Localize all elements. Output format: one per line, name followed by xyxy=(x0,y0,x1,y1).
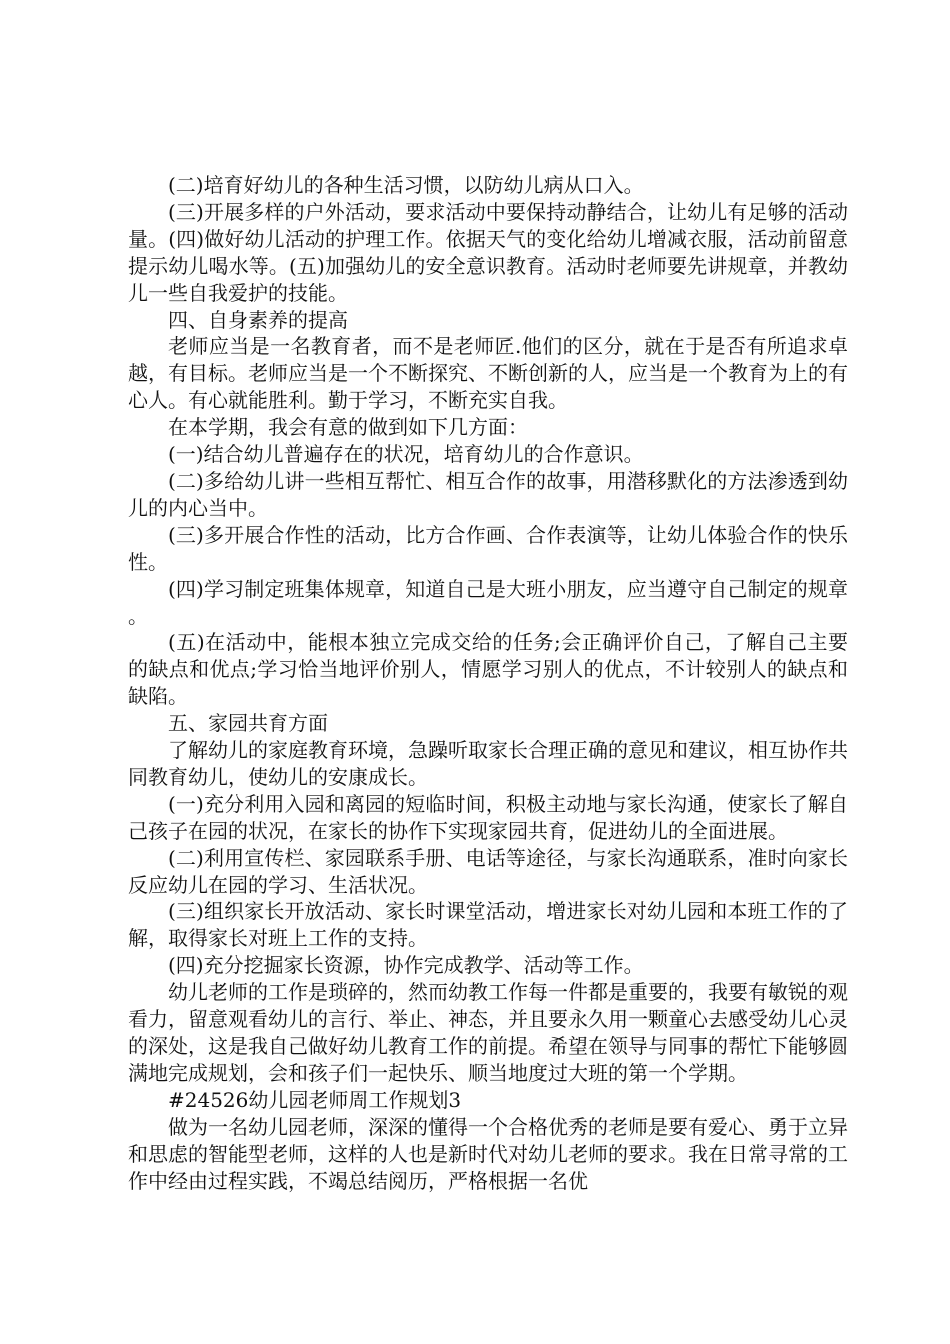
document-body xyxy=(128,172,848,1194)
paragraph-item-1: (一)结合幼儿普遍存在的状况，培育幼儿的合作意识。 xyxy=(168,442,644,467)
paragraph-parent-item-4: (四)充分挖掘家长资源，协作完成教学、活动等工作。 xyxy=(168,953,644,978)
paragraph-semester-intro: 在本学期，我会有意的做到如下几方面： xyxy=(168,415,528,440)
paragraph-parent-item-2: (二)利用宣传栏、家园联系手册、电话等途径，与家长沟通联系，准时向家长反应幼儿在园的学习、生活状况。 xyxy=(128,845,848,897)
paragraph-plan-3-intro: 做为一名幼儿园老师，深深的懂得一个合格优秀的老师是要有爱心、勇于立异和思虑的智能型老师，这样的人也是新时代对幼儿老师的要求。我在日常寻常的工作中经由过程实践，不竭总结阅历，严格根据一名优 xyxy=(128,1114,848,1193)
section-heading-home-school: 五、家园共育方面 xyxy=(168,711,328,736)
paragraph-conclusion: 幼儿老师的工作是琐碎的，然而幼教工作每一件都是重要的，我要有敏锐的观看力，留意观看幼儿的言行、举止、神态，并且要永久用一颗童心去感受幼儿心灵的深处，这是我自己做好幼儿教育工作的前提。希望在领导与同事的帮忙下能够圆满地完成规划，会和孩子们一起快乐、顺当地度过大班的第一个学期。 xyxy=(128,980,848,1085)
paragraph-habits: (二)培育好幼儿的各种生活习惯，以防幼儿病从口入。 xyxy=(168,173,644,197)
paragraph-item-2: (二)多给幼儿讲一些相互帮忙、相互合作的故事，用潜移默化的方法渗透到幼儿的内心当中。 xyxy=(128,468,848,520)
paragraph-parent-item-1: (一)充分利用入园和离园的短临时间，积极主动地与家长沟通，使家长了解自己孩子在园的状况，在家长的协作下实现家园共育，促进幼儿的全面进展。 xyxy=(128,791,848,843)
paragraph-family-environment: 了解幼儿的家庭教育环境，急躁听取家长合理正确的意见和建议，相互协作共同教育幼儿，使幼儿的安康成长。 xyxy=(128,738,848,789)
paragraph-item-4: (四)学习制定班集体规章，知道自己是大班小朋友，应当遵守自己制定的规章。 xyxy=(128,576,848,628)
paragraph-item-5: (五)在活动中，能根本独立完成交给的任务;会正确评价自己，了解自己主要的缺点和优点;学习恰当地评价别人，情愿学习别人的优点，不计较别人的缺点和缺陷。 xyxy=(128,630,848,709)
section-heading-self-improvement: 四、自身素养的提高 xyxy=(168,307,348,332)
paragraph-parent-item-3: (三)组织家长开放活动、家长时课堂活动，增进家长对幼儿园和本班工作的了解，取得家长对班上工作的支持。 xyxy=(128,899,848,951)
section-heading-plan-3: #24526幼儿园老师周工作规划3 xyxy=(168,1087,462,1112)
paragraph-item-3: (三)多开展合作性的活动，比方合作画、合作表演等，让幼儿体验合作的快乐性。 xyxy=(128,522,848,574)
paragraph-teacher-role: 老师应当是一名教育者，而不是老师匠.他们的区分，就在于是否有所追求卓越，有目标。老师应当是一个不断探究、不断创新的人，应当是一个教育为上的有心人。有心就能胜利。勤于学习，不断充实自我。 xyxy=(128,334,848,413)
paragraph-outdoor-activities: (三)开展多样的户外活动，要求活动中要保持动静结合，让幼儿有足够的活动量。(四)做好幼儿活动的护理工作。依据天气的变化给幼儿增减衣服，活动前留意提示幼儿喝水等。(五)加强幼儿的安全意识教育。活动时老师要先讲规章，并教幼儿一些自我爱护的技能。 xyxy=(128,199,848,305)
